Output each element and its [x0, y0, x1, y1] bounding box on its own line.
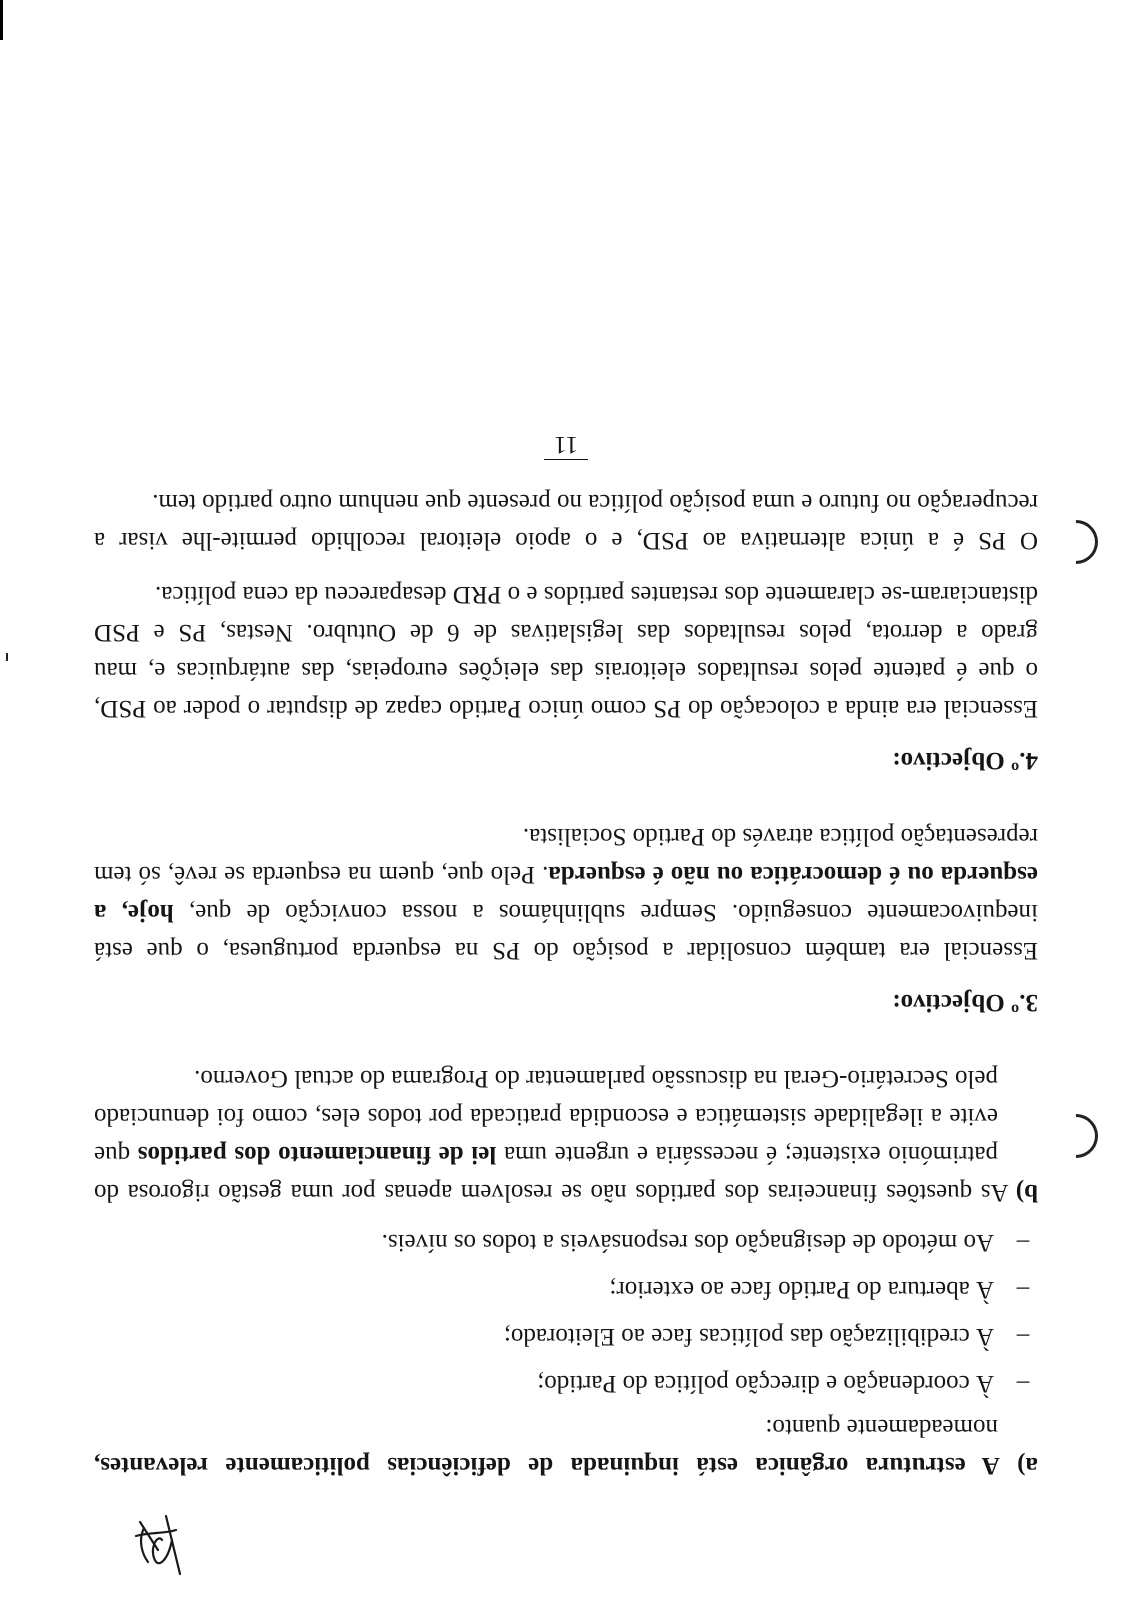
list-item-text: À abertura do Partido face ao exterior; [609, 1276, 994, 1303]
objective-3-text-after: . Pelo que, quem na esquerda se revê, só tem representação política através do Partido Socialista. [94, 823, 1038, 888]
item-a-label: a) [1017, 1452, 1038, 1479]
item-a-bold-text: A estrutura orgânica está inquinada de deficiências politicamente relevantes, [94, 1452, 1000, 1479]
item-b-text-before: As questões financeiras dos partidos não se resolvem apenas por uma gestão rigorosa do património existente; é necessária e urgente uma [93, 1141, 1009, 1206]
item-a [94, 1408, 1038, 1484]
punch-hole-mark [1045, 1105, 1107, 1167]
dash-marker: – [1016, 1323, 1030, 1350]
dash-marker: – [1016, 1370, 1030, 1397]
item-b [94, 1059, 1038, 1211]
objective-3-text-before: Essencial era também consolidar a posição do PS na esquerda portuguesa, o que está inequivocamente conseguido. Sempre sublinhámos a nossa convicção de que, [94, 899, 1038, 964]
objective-3-bold-text: hoje, a esquerda ou é democrática ou não é esquerda [94, 861, 1038, 926]
scan-mark [6, 653, 8, 661]
dash-marker: – [1016, 1276, 1030, 1303]
dash-marker: – [1016, 1229, 1030, 1256]
list-item-text: Ao método de designação dos responsáveis a todos os níveis. [381, 1229, 994, 1256]
document-body [94, 425, 1038, 1572]
list-item [94, 1364, 1038, 1402]
page-number-text: 11 [544, 429, 588, 460]
punch-hole-mark [1045, 511, 1107, 573]
scan-edge-mark [0, 0, 3, 40]
item-b-text-after: que evite a ilegalidade sistemática e escondida praticada por todos eles, como foi denunciado pelo Secretário-Geral na discussão parlamentar do Programa do actual Governo. [94, 1065, 998, 1168]
objective-4-paragraph-2: O PS é a única alternativa ao PSD, e o apoio eleitoral recolhido permite-lhe visar a recuperação no futuro e uma posição política no presente que nenhum outro partido tem. [94, 489, 1038, 554]
list-item [94, 1223, 1038, 1261]
list-item [94, 1317, 1038, 1355]
deficiency-list [94, 1223, 1038, 1402]
objective-3-paragraph [94, 817, 1038, 969]
list-item-text: À credibilização das políticas face ao Eleitorado; [503, 1323, 994, 1350]
item-a-rest: nomeadamente quanto: [765, 1414, 998, 1441]
page-number [94, 425, 1038, 463]
list-item [94, 1270, 1038, 1308]
item-b-bold-text: lei de financiamento dos partidos [137, 1141, 497, 1168]
objective-3-heading: 3.º Objectivo: [892, 989, 1038, 1016]
objective-4-paragraph-1: Essencial era ainda a colocação do PS como único Partido capaz de disputar o poder ao PSD, o que é patente pelos resultados eleitorais das eleições europeias, das autárquicas e, mau grado a derrota, pelos resultados das legislativas de 6 de Outubro. Nestas, PS e PSD distanciaram-se claramente dos restantes partidos e o PRD desapareceu da cena política. [94, 581, 1038, 722]
objective-4-heading: 4.º Objectivo: [892, 747, 1038, 774]
list-item-text: À coordenação e direcção política do Partido; [537, 1370, 994, 1397]
item-b-label: b) [1015, 1179, 1038, 1206]
